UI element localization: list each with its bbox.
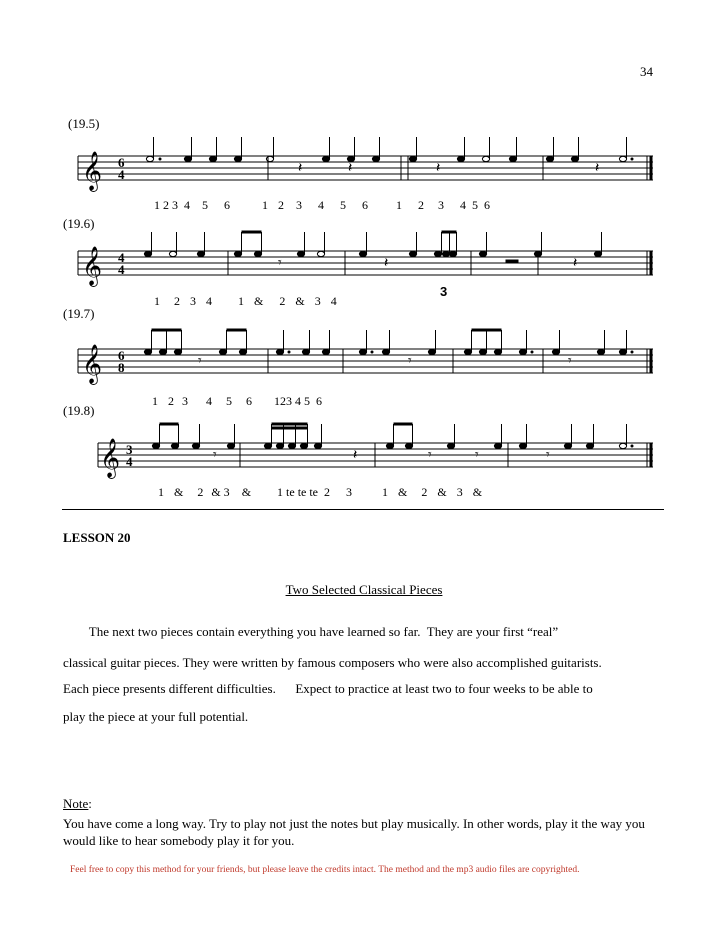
count-label: 2 bbox=[421, 485, 428, 499]
paragraph-line: classical guitar pieces. They were written by famous composers who were also accomplished guitarists. bbox=[63, 655, 602, 670]
treble-clef-icon: 𝄞 bbox=[82, 151, 103, 191]
count-label: 3 bbox=[346, 485, 353, 499]
count-label: 1 bbox=[238, 294, 244, 308]
count-label: & bbox=[295, 294, 305, 308]
svg-text:𝄾: 𝄾 bbox=[475, 447, 479, 463]
counting-row bbox=[146, 379, 322, 409]
paragraph-line: Each piece presents different difficulties. Expect to practice at least two to four weeks to be able to bbox=[63, 681, 593, 696]
svg-text:𝄾: 𝄾 bbox=[198, 353, 202, 369]
copyright-footer: Feel free to copy this method for your friends, but please leave the credits intact. The method and the mp3 audio files are copyrighted. bbox=[70, 865, 580, 875]
exercise-label: (19.6) bbox=[63, 216, 95, 231]
count-label: 5 bbox=[202, 198, 208, 212]
svg-text:𝄽: 𝄽 bbox=[595, 160, 600, 176]
triplet-marker: 3 bbox=[440, 284, 448, 299]
count-label: 5 bbox=[340, 198, 346, 212]
count-label: 4 bbox=[330, 294, 337, 308]
count-label: 6 bbox=[362, 198, 368, 212]
svg-text:𝄽: 𝄽 bbox=[573, 255, 578, 271]
count-label: 1 te te te bbox=[277, 485, 319, 499]
exercise-label: (19.7) bbox=[63, 306, 95, 321]
count-label: 4 bbox=[206, 294, 212, 308]
count-label: 2 bbox=[279, 294, 286, 308]
exercise-label: (19.5) bbox=[68, 116, 100, 131]
paragraph-line: play the piece at your full potential. bbox=[63, 709, 249, 724]
count-label: 3 bbox=[456, 485, 463, 499]
count-label: 1 2 3 4 bbox=[154, 198, 190, 212]
count-label: 2 bbox=[278, 198, 284, 212]
count-label: & bbox=[241, 485, 252, 499]
treble-clef-icon: 𝄞 bbox=[82, 246, 103, 286]
counting-row bbox=[152, 470, 482, 500]
note-text: You have come a long way. Try to play not just the notes but play musically. In other words, play it the way you would like to hear somebody play it for you. bbox=[63, 816, 645, 848]
time-sig-top: 6 bbox=[118, 155, 125, 170]
count-label: 123 4 5 6 bbox=[274, 394, 322, 408]
count-label: 1 bbox=[382, 485, 389, 499]
svg-text:𝄾: 𝄾 bbox=[278, 255, 282, 271]
count-label: & bbox=[254, 294, 264, 308]
count-label: 3 bbox=[438, 198, 444, 212]
note-heading bbox=[63, 796, 92, 812]
svg-text:𝄾: 𝄾 bbox=[408, 353, 412, 369]
note-colon: : bbox=[88, 796, 92, 811]
section-divider bbox=[62, 509, 664, 510]
lesson-subtitle: Two Selected Classical Pieces bbox=[285, 582, 443, 597]
count-label: & bbox=[174, 485, 184, 499]
count-label: & bbox=[437, 485, 447, 499]
svg-text:𝄾: 𝄾 bbox=[546, 447, 550, 463]
page-number: 34 bbox=[640, 64, 653, 79]
count-label: & 3 bbox=[211, 485, 230, 499]
note-label: Note bbox=[63, 796, 89, 811]
time-sig-bottom: 4 bbox=[118, 167, 125, 182]
count-label: 2 bbox=[197, 485, 204, 499]
exercise-label: (19.8) bbox=[63, 403, 95, 418]
time-sig-bottom: 8 bbox=[118, 360, 125, 375]
counting-row bbox=[148, 183, 490, 213]
count-label: 3 bbox=[182, 394, 188, 408]
count-label: & bbox=[472, 485, 483, 499]
count-label: 1 bbox=[262, 198, 268, 212]
count-label: 1 bbox=[158, 485, 164, 499]
time-sig-top: 6 bbox=[118, 348, 125, 363]
count-label: 3 bbox=[314, 294, 321, 308]
time-sig-bottom: 4 bbox=[118, 262, 125, 277]
count-label: 1 bbox=[396, 198, 402, 212]
time-sig-top: 3 bbox=[126, 442, 133, 457]
svg-text:𝄽: 𝄽 bbox=[436, 160, 441, 176]
count-label: 4 5 6 bbox=[460, 198, 490, 212]
count-label: 1 bbox=[154, 294, 160, 308]
count-label: 4 bbox=[206, 394, 212, 408]
treble-clef-icon: 𝄞 bbox=[82, 344, 103, 384]
count-label: 1 bbox=[152, 394, 158, 408]
lesson-title: LESSON 20 bbox=[63, 530, 131, 545]
count-label: 2 bbox=[174, 294, 180, 308]
svg-text:𝄽: 𝄽 bbox=[348, 160, 353, 176]
count-label: 4 bbox=[318, 198, 324, 212]
svg-text:𝄽: 𝄽 bbox=[353, 447, 358, 463]
count-label: 2 bbox=[324, 485, 331, 499]
svg-text:𝄾: 𝄾 bbox=[213, 447, 217, 463]
count-label: 6 bbox=[224, 198, 230, 212]
count-label: 3 bbox=[190, 294, 196, 308]
svg-text:𝄽: 𝄽 bbox=[384, 255, 389, 271]
count-label: 2 bbox=[418, 198, 424, 212]
svg-text:𝄽: 𝄽 bbox=[298, 160, 303, 176]
count-label: & bbox=[398, 485, 408, 499]
counting-row bbox=[148, 279, 337, 309]
time-sig-top: 4 bbox=[118, 250, 125, 265]
svg-text:𝄾: 𝄾 bbox=[568, 353, 572, 369]
svg-text:𝄾: 𝄾 bbox=[428, 447, 432, 463]
time-sig-bottom: 4 bbox=[126, 454, 133, 469]
count-label: 3 bbox=[296, 198, 302, 212]
count-label: 5 bbox=[226, 394, 232, 408]
paragraph-line: The next two pieces contain everything you have learned so far. They are your first “real” bbox=[63, 624, 559, 639]
count-label: 2 bbox=[168, 394, 174, 408]
treble-clef-icon: 𝄞 bbox=[100, 438, 121, 478]
count-label: 6 bbox=[246, 394, 252, 408]
